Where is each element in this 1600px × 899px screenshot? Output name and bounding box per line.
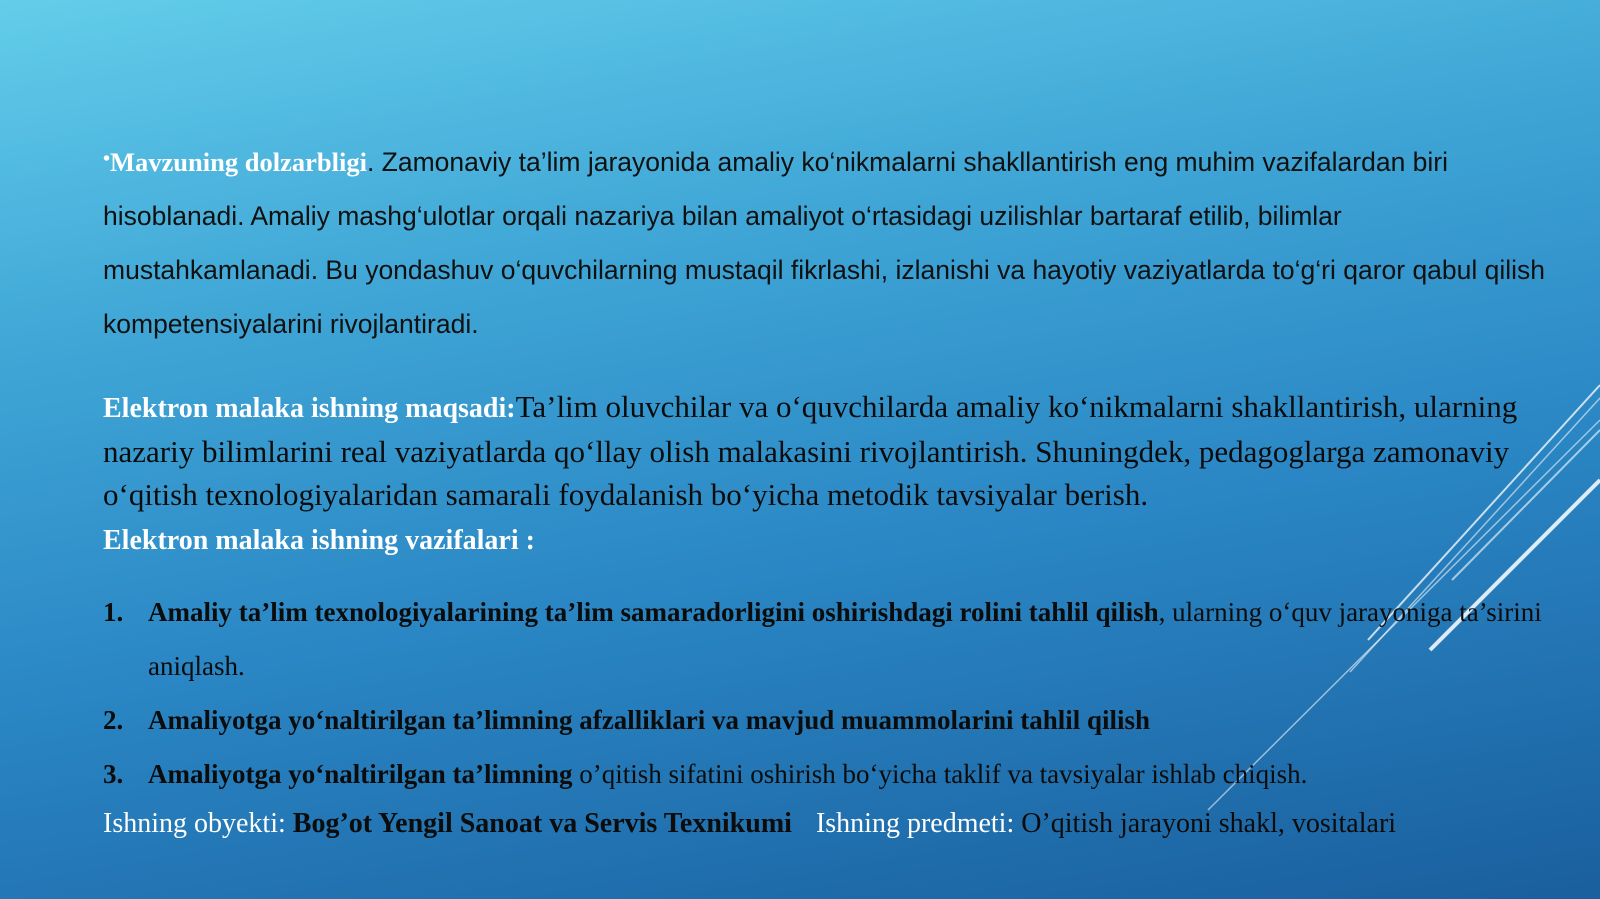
list-item-bold: Amaliy ta’lim texnologiyalarining ta’lim samaradorligini oshirishdagi rolini tahlil qilish: [148, 597, 1159, 627]
actuality-paragraph: [103, 132, 1563, 351]
object-value: Bog’ot Yengil Sanoat va Servis Texnikumi: [292, 808, 792, 839]
actuality-text: . Zamonaviy ta’lim jarayonida amaliy ko‘nikmalarni shakllantirish eng muhim vazifalardan biri hisoblanadi. Amaliy mashg‘ulotlar orqali nazariya bilan amaliyot o‘rtasidagi uzilishlar bartaraf etilib, bilimlar mustahkamlanadi. Bu yondashuv o‘quvchilarning mustaqil fikrlashi, izlanishi va hayotiy vaziyatlarda to‘g‘ri qaror qabul qilish kompetensiyalarini rivojlantiradi.: [103, 147, 1546, 339]
list-item: [103, 585, 1543, 693]
list-item-bold: Amaliyotga yo‘naltirilgan ta’limning: [148, 759, 573, 789]
list-item: [103, 747, 1543, 801]
tasks-heading: Elektron malaka ishning vazifalari :: [103, 525, 535, 556]
list-item-number: 3.: [103, 759, 124, 789]
goal-paragraph: [103, 385, 1573, 516]
subject-value: O’qitish jarayoni shakl, vositalari: [1021, 808, 1397, 839]
subject-label: Ishning predmeti:: [815, 808, 1015, 839]
bullet-marker: •: [103, 148, 111, 170]
object-label: Ishning obyekti:: [103, 808, 286, 839]
object-subject-line: [103, 808, 1396, 840]
list-item-text: , ularning o‘quv jarayoniga ta’sirini aniqlash.: [148, 597, 1542, 681]
tasks-list: [103, 585, 1543, 801]
goal-text: Ta’lim oluvchilar va o‘quvchilarda amaliy ko‘nikmalarni shakllantirish, ularning nazariy bilimlarini real vaziyatlarda qo‘llay olish malakasini rivojlantirish. Shuningdek, pedagoglarga zamonaviy o‘qitish texnologiyalaridan samarali foydalanish bo‘yicha metodik tavsiyalar berish.: [103, 389, 1518, 512]
list-item: [103, 693, 1543, 747]
list-item-number: 1.: [103, 597, 124, 627]
actuality-label: Mavzuning dolzarbligi: [110, 147, 367, 177]
list-item-text: o’qitish sifatini oshirish bo‘yicha taklif va tavsiyalar ishlab chiqish.: [572, 759, 1308, 789]
goal-label: Elektron malaka ishning maqsadi:: [103, 393, 516, 424]
list-item-bold: Amaliyotga yo‘naltirilgan ta’limning afzalliklari va mavjud muammolarini tahlil qilish: [148, 705, 1151, 735]
list-item-number: 2.: [103, 705, 124, 735]
